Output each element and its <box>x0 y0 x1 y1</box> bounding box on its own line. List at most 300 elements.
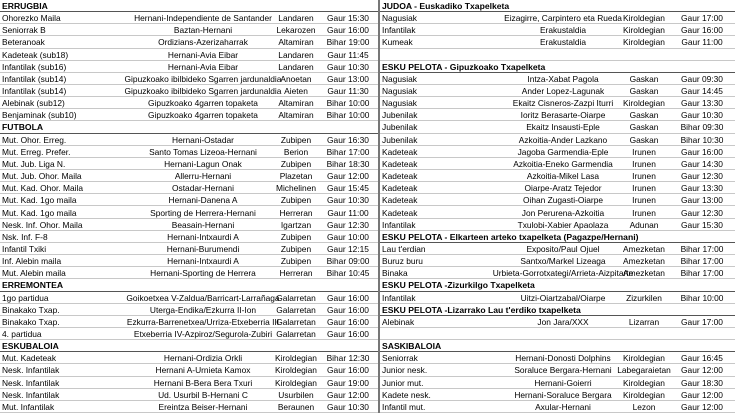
section-header <box>380 340 735 352</box>
match-cell: Hernani-Goierri <box>534 377 592 388</box>
venue-cell: Landaren <box>278 13 314 24</box>
venue-cell: Kiroldegian <box>623 25 665 36</box>
time-cell: Gaur 11:45 <box>327 49 369 60</box>
schedule-row <box>380 364 735 376</box>
category-cell: Kadeteak <box>382 171 418 182</box>
schedule-row <box>0 255 378 267</box>
time-cell: Gaur 17:00 <box>681 13 723 24</box>
schedule-row <box>0 207 378 219</box>
time-cell: Gaur 12:30 <box>681 171 723 182</box>
time-cell: Gaur 16:00 <box>327 304 369 315</box>
category-cell: Kadeteak <box>382 207 418 218</box>
match-cell: Ekaitz Cisneros-Zazpi Iturri <box>512 98 614 109</box>
time-cell: Gaur 16:45 <box>681 353 723 364</box>
category-cell: Nesk. Infantilak <box>2 377 60 388</box>
schedule-row <box>380 243 735 255</box>
section-title: ESKU PELOTA -Lizarrako Lau t'erdiko txapelketa <box>382 304 581 315</box>
schedule-row <box>0 292 378 304</box>
time-cell: Gaur 14:30 <box>681 158 723 169</box>
venue-cell: Zubipen <box>280 158 312 169</box>
schedule-row <box>0 328 378 340</box>
category-cell: Kadeteak <box>382 146 418 157</box>
section-title: ESKUBALOIA <box>2 341 59 352</box>
blank-row <box>380 328 735 340</box>
category-cell: 1go partidua <box>2 292 49 303</box>
venue-cell: Altamiran <box>278 110 314 121</box>
match-cell: Jon Perurena-Azkoitia <box>521 207 605 218</box>
schedule-row <box>380 377 735 389</box>
category-cell: Infantilak (sub14) <box>2 86 67 97</box>
match-cell: Hernani A-Urnieta Kamox <box>155 365 251 376</box>
time-cell: Gaur 10:30 <box>327 195 369 206</box>
category-cell: Mut. Infantilak <box>2 401 55 412</box>
schedule-row <box>380 352 735 364</box>
schedule-row <box>0 316 378 328</box>
match-cell: Hernani-Donosti Dolphins <box>515 353 611 364</box>
schedule-row <box>0 134 378 146</box>
venue-cell: Galarretan <box>276 304 316 315</box>
venue-cell: Aieten <box>284 86 308 97</box>
venue-cell: Beraunen <box>277 401 315 412</box>
match-cell: Hernani B-Bera Bera Txuri <box>153 377 253 388</box>
venue-cell: Igartzan <box>280 219 312 230</box>
schedule-row <box>380 97 735 109</box>
match-cell: Azkoitia-Mikel Lasa <box>526 171 600 182</box>
schedule-row <box>0 364 378 376</box>
category-cell: Nagusiak <box>382 13 417 24</box>
time-cell: Gaur 13:30 <box>681 183 723 194</box>
match-cell: Allerru-Hernani <box>174 171 232 182</box>
venue-cell: Galarretan <box>276 328 316 339</box>
match-cell: Gipuzkoako ibilbideko Sgarren jardunaldia <box>124 86 282 97</box>
venue-cell: Kiroldegian <box>275 353 317 364</box>
time-cell: Gaur 19:00 <box>327 377 369 388</box>
section-title: SASKIBALOIA <box>382 341 442 352</box>
schedule-row <box>0 377 378 389</box>
category-cell: Binaka <box>382 268 408 279</box>
venue-cell: Labegaraietan <box>617 365 671 376</box>
schedule-row <box>380 316 735 328</box>
section-header <box>380 231 735 243</box>
category-cell: Nsk. Inf. F-8 <box>2 231 48 242</box>
venue-cell: Irunen <box>632 183 656 194</box>
time-cell: Bihar 10:30 <box>680 134 724 145</box>
time-cell: Gaur 14:45 <box>681 86 723 97</box>
match-cell: Sporting de Herrera-Hernani <box>150 207 256 218</box>
section-title: JUDOA - Euskadiko Txapelketa <box>382 1 510 11</box>
match-cell: Beasain-Hernani <box>171 219 235 230</box>
category-cell: Mut. Kad. 1go maila <box>2 207 77 218</box>
match-cell: Hernani-Soraluce Bergara <box>514 389 612 400</box>
time-cell: Gaur 10:00 <box>327 231 369 242</box>
schedule-row <box>380 255 735 267</box>
section-title: ESKU PELOTA -Zizurkilgo Txapelketa <box>382 280 535 291</box>
venue-cell: Herreran <box>279 268 313 279</box>
venue-cell: Zizurkilen <box>626 292 662 303</box>
venue-cell: Usurbilen <box>278 389 314 400</box>
schedule-row <box>0 158 378 170</box>
category-cell: Mut. Kad. 1go maila <box>2 195 77 206</box>
venue-cell: Kiroldegian <box>623 377 665 388</box>
category-cell: Infantilak <box>382 25 416 36</box>
category-cell: Seniorrak B <box>2 25 46 36</box>
match-cell: Gipuzkoako ibilbideko Sgarren jardunaldia <box>124 73 282 84</box>
venue-cell: Altamiran <box>278 37 314 48</box>
match-cell: Gipuzkoako 4garren topaketa <box>148 110 258 121</box>
section-title: ESKU PELOTA - Elkarteen arteko txapelketa (Pagazpe/Hernani) <box>382 231 639 242</box>
category-cell: Inf. Alebin maila <box>2 256 62 267</box>
time-cell: Gaur 17:00 <box>681 316 723 327</box>
schedule-row <box>380 158 735 170</box>
venue-cell: Kiroldegian <box>275 365 317 376</box>
time-cell: Bihar 17:00 <box>326 146 370 157</box>
section-header <box>0 0 378 12</box>
category-cell: Seniorrak <box>382 353 418 364</box>
time-cell: Gaur 13:00 <box>327 73 369 84</box>
category-cell: Nesk. Infantilak <box>2 389 60 400</box>
category-cell: Kadeteak <box>382 195 418 206</box>
category-cell: Lau t'erdian <box>382 243 426 254</box>
time-cell: Gaur 18:30 <box>681 377 723 388</box>
section-header <box>380 279 735 291</box>
schedule-row <box>0 170 378 182</box>
time-cell: Gaur 15:30 <box>327 13 369 24</box>
venue-cell: Berion <box>283 146 309 157</box>
time-cell: Gaur 11:00 <box>327 207 369 218</box>
venue-cell: Gaskan <box>629 134 659 145</box>
match-cell: Uterga-Endika/Ezkurra II-Ion <box>149 304 257 315</box>
section-header <box>380 61 735 73</box>
time-cell: Bihar 19:00 <box>326 37 370 48</box>
venue-cell: Galarretan <box>276 316 316 327</box>
time-cell: Bihar 17:00 <box>680 268 724 279</box>
venue-cell: Galarretan <box>276 292 316 303</box>
time-cell: Gaur 16:00 <box>327 328 369 339</box>
time-cell: Gaur 13:30 <box>681 98 723 109</box>
schedule-row <box>0 304 378 316</box>
category-cell: Infantil Txiki <box>2 243 47 254</box>
category-cell: Nagusiak <box>382 86 417 97</box>
time-cell: Bihar 10:00 <box>326 110 370 121</box>
match-cell: Ekaitz Insausti-Eple <box>526 122 600 133</box>
schedule-row <box>380 389 735 401</box>
match-cell: Ezkurra-Barrenetxea/Urriza-Etxeberria III <box>126 316 280 327</box>
category-cell: Benjaminak (sub10) <box>2 110 77 121</box>
category-cell: Junior nesk. <box>382 365 428 376</box>
schedule-row <box>0 219 378 231</box>
time-cell: Gaur 12:00 <box>681 389 723 400</box>
category-cell: Jubenilak <box>382 122 418 133</box>
match-cell: Urbieta-Gorrotxategi/Arrieta-Aizpitarte <box>492 268 634 279</box>
time-cell: Gaur 11:00 <box>681 37 723 48</box>
schedule-row <box>380 401 735 413</box>
venue-cell: Lizarran <box>628 316 660 327</box>
category-cell: Infantilak <box>382 292 416 303</box>
schedule-row <box>380 134 735 146</box>
time-cell: Gaur 12:00 <box>327 389 369 400</box>
schedule-row <box>380 36 735 48</box>
category-cell: Nagusiak <box>382 98 417 109</box>
match-cell: Azkoitia-Eneko Garmendia <box>513 158 613 169</box>
time-cell: Gaur 13:00 <box>681 195 723 206</box>
venue-cell: Zubipen <box>280 134 312 145</box>
match-cell: Goikoetxea V-Zaldua/Barricart-Larrañaga <box>126 292 280 303</box>
schedule-row <box>380 292 735 304</box>
venue-cell: Kiroldegian <box>623 353 665 364</box>
schedule-row <box>0 182 378 194</box>
match-cell: Etxeberria IV-Azpiroz/Segurola-Zubiri <box>133 328 273 339</box>
time-cell: Gaur 11:30 <box>327 86 369 97</box>
time-cell: Gaur 10:30 <box>327 61 369 72</box>
category-cell: Kadeteak <box>382 183 418 194</box>
time-cell: Bihar 17:00 <box>680 243 724 254</box>
venue-cell: Lekarozen <box>276 25 316 36</box>
time-cell: Gaur 15:45 <box>327 183 369 194</box>
category-cell: Nesk. Inf. Ohor. Maila <box>2 219 83 230</box>
category-cell: Mut. Jub. Liga N. <box>2 158 66 169</box>
category-cell: Nesk. Infantilak <box>2 365 60 376</box>
match-cell: Axular-Hernani <box>535 401 591 412</box>
time-cell: Bihar 18:30 <box>326 158 370 169</box>
match-cell: Azkoitia-Ander Lazkano <box>518 134 608 145</box>
match-cell: Intza-Xabat Pagola <box>527 73 599 84</box>
match-cell: Hernani-Ostadar <box>172 134 234 145</box>
schedule-row <box>0 36 378 48</box>
venue-cell: Irunen <box>632 146 656 157</box>
schedule-row <box>0 24 378 36</box>
time-cell: Bihar 10:45 <box>326 268 370 279</box>
time-cell: Gaur 12:15 <box>327 243 369 254</box>
venue-cell: Gaskan <box>629 73 659 84</box>
venue-cell: Gaskan <box>629 122 659 133</box>
venue-cell: Lezon <box>632 401 656 412</box>
time-cell: Gaur 16:00 <box>681 25 723 36</box>
venue-cell: Kiroldegian <box>275 377 317 388</box>
category-cell: Alebinak (sub12) <box>2 98 65 109</box>
time-cell: Gaur 16:00 <box>327 25 369 36</box>
match-cell: Baztan-Hernani <box>173 25 233 36</box>
schedule-row <box>380 109 735 121</box>
schedule-row <box>0 97 378 109</box>
section-header <box>0 340 378 352</box>
category-cell: Alebinak <box>382 316 415 327</box>
time-cell: Bihar 17:00 <box>680 256 724 267</box>
match-cell: Jagoba Garmendia-Eple <box>517 146 609 157</box>
venue-cell: Anoetan <box>280 73 312 84</box>
schedule-row <box>0 85 378 97</box>
category-cell: Kadete nesk. <box>382 389 431 400</box>
category-cell: Binakako Txap. <box>2 304 60 315</box>
category-cell: Mut. Kadeteak <box>2 353 57 364</box>
category-cell: Nagusiak <box>382 73 417 84</box>
schedule-row <box>0 401 378 413</box>
match-cell: Hernani-Ordizia Orkli <box>163 353 243 364</box>
match-cell: Soraluce Bergara-Hernani <box>514 365 612 376</box>
schedule-row <box>0 267 378 279</box>
venue-cell: Irunen <box>632 207 656 218</box>
schedule-row <box>0 194 378 206</box>
section-header <box>0 121 378 133</box>
category-cell: Kumeak <box>382 37 413 48</box>
schedule-row <box>380 194 735 206</box>
venue-cell: Zubipen <box>280 195 312 206</box>
section-header <box>0 279 378 291</box>
venue-cell: Amezketan <box>623 268 665 279</box>
time-cell: Bihar 09:00 <box>326 256 370 267</box>
time-cell: Bihar 10:00 <box>326 98 370 109</box>
match-cell: Santo Tomas Lizeoa-Hernani <box>149 146 257 157</box>
match-cell: Ioritz Berasarte-Oiarpe <box>520 110 606 121</box>
category-cell: Beteranoak <box>2 37 45 48</box>
section-header <box>380 0 735 12</box>
venue-cell: Gaskan <box>629 86 659 97</box>
schedule-row <box>380 73 735 85</box>
match-cell: Erakustaldia <box>539 25 587 36</box>
category-cell: Infantilak (sub16) <box>2 61 67 72</box>
category-cell: Infantil mut. <box>382 401 426 412</box>
time-cell: Gaur 09:30 <box>681 73 723 84</box>
match-cell: Oihan Zugasti-Oiarpe <box>522 195 604 206</box>
schedule-row <box>0 73 378 85</box>
venue-cell: Zubipen <box>280 231 312 242</box>
schedule-row <box>0 352 378 364</box>
match-cell: Ereintza Beiser-Hernani <box>158 401 248 412</box>
match-cell: Gipuzkoako 4garren topaketa <box>148 98 258 109</box>
schedule-row <box>0 243 378 255</box>
venue-cell: Adunan <box>629 219 659 230</box>
venue-cell: Zubipen <box>280 243 312 254</box>
venue-cell: Altamiran <box>278 98 314 109</box>
time-cell: Gaur 12:30 <box>327 219 369 230</box>
match-cell: Exposito/Paul Ojuel <box>526 243 600 254</box>
category-cell: Mut. Erreg. Prefer. <box>2 146 71 157</box>
category-cell: Infantilak <box>382 219 416 230</box>
time-cell: Gaur 10:30 <box>327 401 369 412</box>
schedule-row <box>380 219 735 231</box>
time-cell: Gaur 12:00 <box>681 401 723 412</box>
match-cell: Jon Jara/XXX <box>537 316 589 327</box>
venue-cell: Plazetan <box>279 171 313 182</box>
time-cell: Gaur 16:00 <box>327 316 369 327</box>
time-cell: Gaur 12:00 <box>681 365 723 376</box>
match-cell: Hernani-Lagun Onak <box>164 158 242 169</box>
time-cell: Gaur 12:00 <box>327 171 369 182</box>
time-cell: Gaur 16:00 <box>327 365 369 376</box>
venue-cell: Kiroldegian <box>623 13 665 24</box>
venue-cell: Kiroldegian <box>623 98 665 109</box>
time-cell: Gaur 15:30 <box>681 219 723 230</box>
venue-cell: Zubipen <box>280 256 312 267</box>
match-cell: Hernani-Intxaurdi A <box>167 256 239 267</box>
category-cell: Buruz buru <box>382 256 423 267</box>
match-cell: Hernani-Avia Eibar <box>167 49 239 60</box>
schedule-row <box>380 121 735 133</box>
venue-cell: Landaren <box>278 49 314 60</box>
venue-cell: Michelinen <box>275 183 317 194</box>
time-cell: Gaur 16:30 <box>327 134 369 145</box>
match-cell: Hernani-Danena A <box>168 195 238 206</box>
category-cell: Kadeteak <box>382 158 418 169</box>
section-header <box>380 304 735 316</box>
match-cell: Hernani-Avia Eibar <box>167 61 239 72</box>
venue-cell: Kiroldegian <box>623 37 665 48</box>
time-cell: Gaur 16:00 <box>327 292 369 303</box>
time-cell: Gaur 12:30 <box>681 207 723 218</box>
match-cell: Ordizians-Azerizaharrak <box>158 37 248 48</box>
schedule-row <box>380 24 735 36</box>
match-cell: Ud. Usurbil B-Hernani C <box>158 389 248 400</box>
schedule-row <box>0 146 378 158</box>
match-cell: Eizagirre, Carpintero eta Rueda <box>504 13 622 24</box>
venue-cell: Herreran <box>279 207 313 218</box>
section-title: ESKU PELOTA - Gipuzkoako Txapelketa <box>382 61 546 72</box>
section-title: ERREMONTEA <box>2 280 64 291</box>
venue-cell: Irunen <box>632 171 656 182</box>
match-cell: Uitzi-Oiartzabal/Oiarpe <box>520 292 606 303</box>
category-cell: Jubenilak <box>382 110 418 121</box>
section-title: FUTBOLA <box>2 122 44 133</box>
schedule-row <box>0 12 378 24</box>
category-cell: Kadeteak (sub18) <box>2 49 69 60</box>
time-cell: Bihar 09:30 <box>680 122 724 133</box>
time-cell: Bihar 10:00 <box>680 292 724 303</box>
time-cell: Bihar 12:30 <box>326 353 370 364</box>
match-cell: Santxo/Markel Lizeaga <box>520 256 606 267</box>
schedule-row <box>0 49 378 61</box>
section-title: ERRUGBIA <box>2 1 48 11</box>
venue-cell: Irunen <box>632 158 656 169</box>
category-cell: Junior mut. <box>382 377 424 388</box>
category-cell: Mut. Jub. Ohor. Maila <box>2 171 82 182</box>
category-cell: Infantilak (sub14) <box>2 73 67 84</box>
blank-row <box>380 49 735 61</box>
schedule-row <box>0 109 378 121</box>
venue-cell: Amezketan <box>623 243 665 254</box>
category-cell: Mut. Kad. Ohor. Maila <box>2 183 83 194</box>
category-cell: 4. partidua <box>2 328 42 339</box>
match-cell: Erakustaldia <box>539 37 587 48</box>
venue-cell: Irunen <box>632 195 656 206</box>
venue-cell: Kiroldegian <box>623 389 665 400</box>
match-cell: Ostadar-Hernani <box>172 183 234 194</box>
time-cell: Gaur 16:00 <box>681 146 723 157</box>
schedule-row <box>380 12 735 24</box>
schedule-row <box>0 61 378 73</box>
schedule-row <box>0 389 378 401</box>
schedule-row <box>380 85 735 97</box>
category-cell: Mut. Ohor. Erreg. <box>2 134 67 145</box>
schedule-row <box>380 207 735 219</box>
match-cell: Hernani-Sporting de Herrera <box>150 268 256 279</box>
category-cell: Binakako Txap. <box>2 316 60 327</box>
category-cell: Mut. Alebin maila <box>2 268 66 279</box>
schedule-row <box>0 231 378 243</box>
schedule-row <box>380 146 735 158</box>
category-cell: Ohorezko Maila <box>2 13 61 24</box>
match-cell: Txulobi-Xabier Apaolaza <box>517 219 609 230</box>
match-cell: Hernani-Intxaurdi A <box>167 231 239 242</box>
match-cell: Oiarpe-Aratz Tejedor <box>524 183 602 194</box>
schedule-row <box>380 170 735 182</box>
venue-cell: Landaren <box>278 61 314 72</box>
category-cell: Jubenilak <box>382 134 418 145</box>
schedule-row <box>380 267 735 279</box>
venue-cell: Gaskan <box>629 110 659 121</box>
match-cell: Ander Lopez-Lagunak <box>521 86 605 97</box>
match-cell: Hernani-Independiente de Santander <box>134 13 272 24</box>
venue-cell: Amezketan <box>623 256 665 267</box>
schedule-row <box>380 182 735 194</box>
